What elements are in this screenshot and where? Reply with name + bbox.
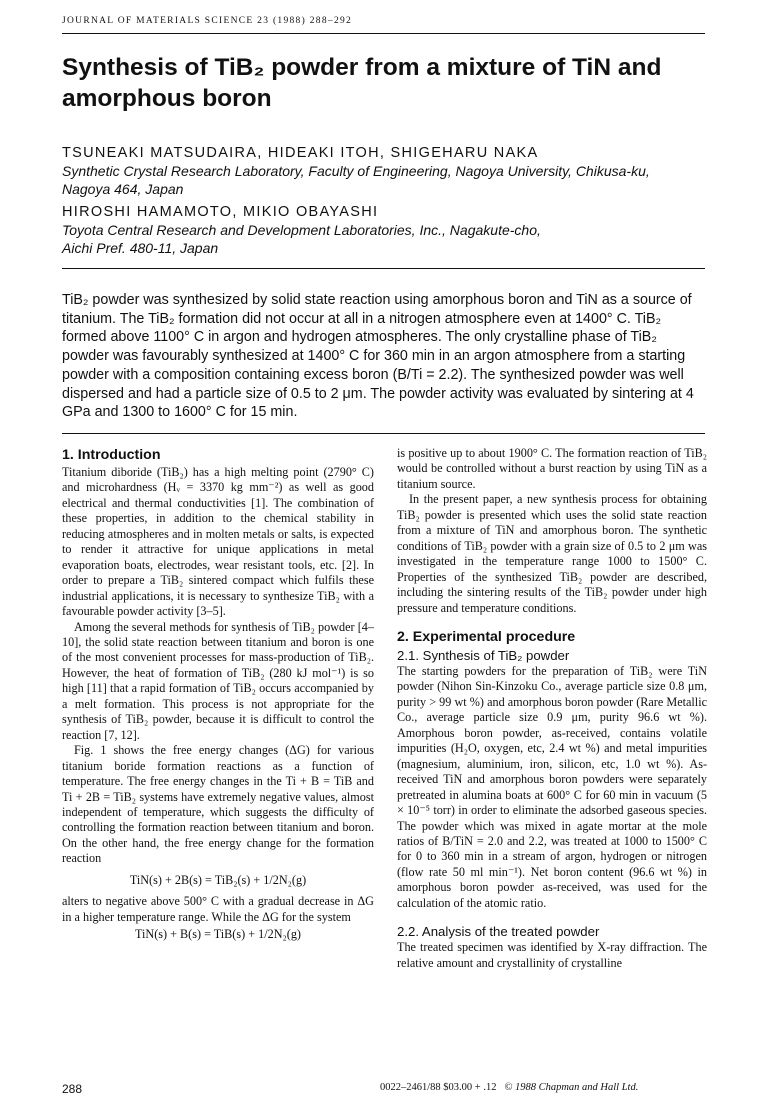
- intro-paragraph-1: Titanium diboride (TiB₂) has a high melting point (2790° C) and microhardness (Hᵥ = 3370 kg mm⁻²) as well as good electrical and thermal conductivities [1]. The combination of these properties, in addition to the chemical stability in reducing atmospheres and in molten metals or salts, is expected to render it attractive for unique applications in metal evaporation boats, electrodes, wear resistant tools, etc. [2]. In order to prepare a TiB₂ sintered compact which fulfils these industrial applications, it is necessary to synthesize TiB₂ with a favourable powder activity [3–5].: [62, 465, 374, 619]
- header-rule: [62, 33, 705, 34]
- heading-synthesis: 2.1. Synthesis of TiB₂ powder: [397, 647, 570, 663]
- intro-paragraph-3: Fig. 1 shows the free energy changes (ΔG) for various titanium boride formation reactions as a function of temperature. The free energy changes in the Ti + B = TiB and Ti + 2B = TiB₂ systems have extremely negative values, almost independent of temperature, which suggests the difficulty of controlling the formation reaction between titanium and boron. On the other hand, the free energy change for the formation reaction: [62, 743, 374, 866]
- copyright-notice: © 1988 Chapman and Hall Ltd.: [504, 1082, 639, 1093]
- right-column: [397, 446, 707, 971]
- intro-paragraph-5: is positive up to about 1900° C. The formation reaction of TiB₂ would be controlled without a burst reaction by using TiN as a titanium source.: [397, 446, 707, 491]
- copyright-line: [380, 1082, 638, 1093]
- heading-experimental: 2. Experimental procedure: [397, 628, 576, 645]
- abstract: TiB₂ powder was synthesized by solid state reaction using amorphous boron and TiN as a source of titanium. The TiB₂ formation did not occur at all in a nitrogen atmosphere even at 1400° C. TiB₂ formed above 1100° C in argon and hydrogen atmospheres. The only crystalline phase of TiB₂ powder was favourably synthesized at 1400° C for 360 min in an argon atmosphere from a starting powder with a composition containing excess boron (B/Ti = 2.2). The synthesized powder was well dispersed and had a particle size of 0.5 to 2 μm. The powder activity was evaluated by sintering at 4 GPa and 1300 to 1600° C for 15 min.: [62, 292, 694, 421]
- synthesis-paragraph: The starting powders for the preparation of TiB₂ were TiN powder (Nihon Sin-Kinzoku Co., average particle size 0.8 μm, purity > 99 wt %) and amorphous boron powder (Rare Metallic Co., average particle size 0.9 μm, purity 96.6 wt %). Amorphous boron powder, as-received, contains volatile impurities (H₂O, oxygen, etc, 2.4 wt %) and metal impurities (magnesium, aluminium, iron, silicon, etc, 1.0 wt %). As-received TiN and amorphous boron powders were separately pretreated in alumina boats at 600° C for 60 min in vacuum (5 × 10⁻⁵ torr) in order to eliminate the adsorbed gaseous species. The powder which was mixed in agate mortar at the mole ratios of B/TiN = 2.0 and 2.2, was treated at 1000 to 1500° C for 0 to 360 min in a stream of argon, hydrogen or nitrogen (flow rate 50 ml min⁻¹). Net boron content (96.6 wt %) in amorphous boron powder as-received, was used for the calculation of the atomic ratio.: [397, 663, 707, 910]
- journal-header: JOURNAL OF MATERIALS SCIENCE 23 (1988) 288–292: [62, 16, 353, 26]
- author-group-2: HIROSHI HAMAMOTO, MIKIO OBAYASHI: [62, 204, 379, 220]
- heading-analysis: 2.2. Analysis of the treated powder: [397, 924, 600, 940]
- left-column: [62, 446, 374, 949]
- affiliation-1-line1: Synthetic Crystal Research Laboratory, Faculty of Engineering, Nagoya University, Chikusa-ku,: [62, 163, 650, 179]
- article-code: 0022–2461/88 $03.00 + .12: [380, 1082, 497, 1093]
- article-title: Synthesis of TiB₂ powder from a mixture of TiN and amorphous boron: [62, 54, 662, 112]
- section-gap: [397, 911, 707, 923]
- abstract-bottom-rule: [62, 433, 705, 434]
- abstract-top-rule: [62, 268, 705, 269]
- intro-paragraph-2: Among the several methods for synthesis of TiB₂ powder [4–10], the solid state reaction between titanium and boron is one of the most convenient processes for mass-production of TiB₂. However, the heat of formation of TiB₂ (280 kJ mol⁻¹) is so high [11] that a rapid formation of TiB₂ occurs accompanied by a melt formation. This process is not appropriate for the synthesis of TiB₂ powder, because it is difficult to control the reaction [7, 12].: [62, 619, 374, 742]
- heading-introduction: 1. Introduction: [62, 447, 161, 463]
- analysis-paragraph: The treated specimen was identified by X-ray diffraction. The relative amount and crystallinity of crystalline: [397, 940, 707, 970]
- affiliation-1-line2: Nagoya 464, Japan: [62, 181, 184, 197]
- section-gap: [397, 616, 707, 628]
- equation-1: TiN(s) + 2B(s) = TiB₂(s) + 1/2N₂(g): [129, 872, 307, 887]
- equation-2: TiN(s) + B(s) = TiB(s) + 1/2N₂(g): [135, 927, 301, 942]
- page-number: 288: [62, 1082, 83, 1096]
- affiliation-2-line2: Aichi Pref. 480-11, Japan: [62, 240, 219, 256]
- author-group-1: TSUNEAKI MATSUDAIRA, HIDEAKI ITOH, SHIGEHARU NAKA: [62, 145, 539, 161]
- affiliation-2-line1: Toyota Central Research and Development Laboratories, Inc., Nagakute-cho,: [62, 222, 541, 238]
- intro-paragraph-4: alters to negative above 500° C with a gradual decrease in ΔG in a higher temperature range. While the ΔG for the system: [62, 894, 374, 924]
- intro-paragraph-6: In the present paper, a new synthesis process for obtaining TiB₂ powder is presented which uses the solid state reaction from a mixture of TiN and amorphous boron. The synthetic conditions of TiB₂ powder with a grain size of 0.5 to 2 μm was investigated in the temperature range 1000 to 1500° C. Properties of the synthesized TiB₂ powder are described, including the sintering results of the TiB₂ powder under high pressure and temperature conditions.: [397, 492, 707, 615]
